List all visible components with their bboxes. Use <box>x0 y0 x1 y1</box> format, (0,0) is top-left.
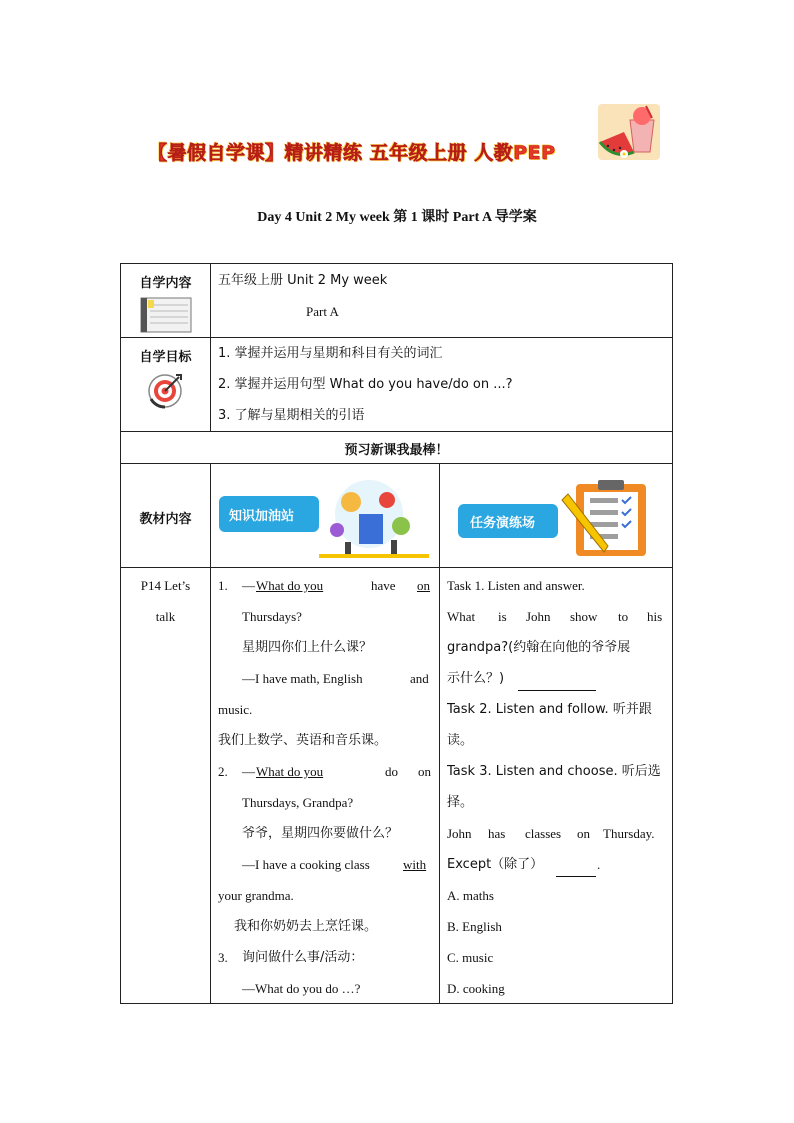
knowledge-station-label: 知识加油站 <box>229 509 295 524</box>
header-banner <box>148 136 618 168</box>
target-icon <box>147 373 183 409</box>
dash-1: — <box>242 578 255 593</box>
goal-item-1: 1. 掌握并运用与星期和科目有关的词汇 <box>218 346 443 361</box>
task-1: Task 1. Listen and answer. <box>447 578 585 593</box>
task-3-end: 择。 <box>447 795 474 810</box>
word-is: is <box>498 609 507 624</box>
line-what-do-you-do: —What do you do …? <box>242 981 361 996</box>
line-cn-5: 询问做什么事/活动： <box>242 950 364 965</box>
item-number-3: 3. <box>218 950 228 965</box>
except-period: . <box>597 857 601 872</box>
row-goals <box>121 338 672 432</box>
word-have: have <box>371 578 396 593</box>
line-cn-1: 星期四你们上什么课？ <box>242 640 373 655</box>
content-line-1: 五年级上册 Unit 2 My week <box>218 273 388 288</box>
row-label-material: 教材内容 <box>139 512 192 527</box>
goal-item-3: 3. 了解与星期相关的引语 <box>218 408 365 423</box>
content-line-2: Part A <box>306 304 339 319</box>
line-music: music. <box>218 702 253 717</box>
answer-blank-1[interactable] <box>518 678 596 691</box>
line-i-have-math: —I have math, English <box>242 671 363 686</box>
word-show: show <box>570 609 598 624</box>
task-practice-label: 任务演练场 <box>470 516 536 531</box>
option-c[interactable]: C. music <box>447 950 494 965</box>
banner-title: 【暑假自学课】精讲精练 五年级上册 人教PEP <box>148 142 556 164</box>
word-his: his <box>647 609 663 624</box>
word-classes: classes <box>525 826 562 841</box>
goal-item-2: 2. 掌握并运用句型 What do you have/do on ...? <box>218 377 513 392</box>
task-1-question-end: 示什么？) <box>447 671 505 686</box>
word-thursday: Thursday. <box>603 826 655 841</box>
word-john-2: John <box>447 826 472 841</box>
lesson-label-line-1: P14 Let’s <box>140 578 191 593</box>
item-number-2: 2. <box>218 764 228 779</box>
word-and: and <box>410 671 429 686</box>
task-1-question-line: grandpa?(约翰在向他的爷爷展 <box>447 640 631 655</box>
task-2-end: 读。 <box>447 733 474 748</box>
line-cn-3: 爷爷，星期四你要做什么？ <box>242 826 399 841</box>
row-material <box>121 464 672 568</box>
dialogue-column <box>210 568 439 1003</box>
row-content <box>121 264 672 338</box>
underlined-with: with <box>403 857 427 872</box>
word-do: do <box>385 764 398 779</box>
word-john: John <box>526 609 551 624</box>
row-label-goals: 自学目标 <box>139 350 192 365</box>
option-d[interactable]: D. cooking <box>447 981 505 996</box>
item-number-1: 1. <box>218 578 228 593</box>
except-line: Except（除了） <box>447 857 544 872</box>
word-on-2: on <box>577 826 590 841</box>
option-a[interactable]: A. maths <box>447 888 494 903</box>
dash-2: — <box>242 764 255 779</box>
preview-header: 预习新课我最棒！ <box>344 443 449 458</box>
notebook-icon <box>140 297 192 333</box>
row-label-content: 自学内容 <box>139 276 192 291</box>
underlined-on: on <box>417 578 430 593</box>
word-to: to <box>618 609 629 624</box>
underlined-what-do-you-2: What do you <box>256 764 324 779</box>
word-what: What <box>447 609 476 624</box>
underlined-what-do-you: What do you <box>256 578 324 593</box>
line-cooking-class: —I have a cooking class <box>242 857 370 872</box>
task-column <box>439 568 672 1003</box>
study-table <box>120 263 673 1004</box>
line-thursdays-grandpa: Thursdays, Grandpa? <box>242 795 354 810</box>
answer-blank-2[interactable] <box>556 864 596 877</box>
task-3: Task 3. Listen and choose. 听后选 <box>447 764 661 779</box>
document-title: Day 4 Unit 2 My week 第 1 课时 Part A 导学案 <box>257 210 537 225</box>
word-has: has <box>488 826 506 841</box>
word-on: on <box>418 764 431 779</box>
row-lesson <box>121 568 672 1003</box>
option-b[interactable]: B. English <box>447 919 502 934</box>
task-2: Task 2. Listen and follow. 听并跟 <box>447 702 652 717</box>
line-cn-2: 我们上数学、英语和音乐课。 <box>218 733 388 748</box>
line-thursdays: Thursdays? <box>242 609 302 624</box>
watermelon-drink-icon <box>594 102 664 162</box>
line-your-grandma: your grandma. <box>218 888 294 903</box>
lesson-label-line-2: talk <box>155 609 176 624</box>
row-preview-header <box>121 432 672 464</box>
line-cn-4: 我和你奶奶去上烹饪课。 <box>234 919 378 934</box>
